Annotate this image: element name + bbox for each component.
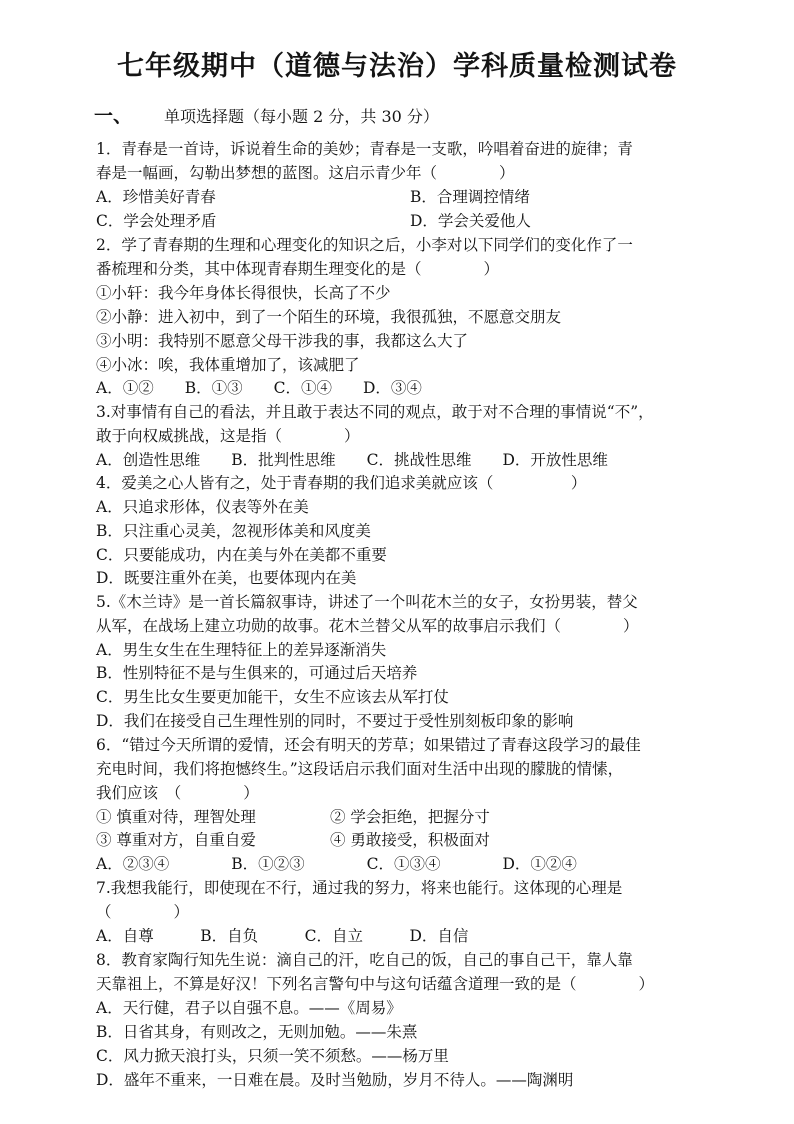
q2-statement-3: ③小明：我特别不愿意父母干涉我的事，我都这么大了 <box>96 332 469 350</box>
q4-option-a: A．只追求形体，仪表等外在美 <box>96 498 309 516</box>
section-heading <box>94 101 439 128</box>
q6-line-3: 我们应该 （ ） <box>96 784 259 802</box>
q4-option-c: C．只要能成功，内在美与外在美都不重要 <box>96 546 387 564</box>
q8-option-d: D．盛年不重来，一日难在晨。及时当勉励，岁月不待人。——陶渊明 <box>96 1071 574 1089</box>
q8-option-b: B．日省其身，有则改之，无则加勉。——朱熹 <box>96 1023 418 1041</box>
q4-option-b: B．只注重心灵美，忽视形体美和风度美 <box>96 522 371 540</box>
q6-statement-2: ② 学会拒绝，把握分寸 <box>330 808 490 826</box>
q3-options: A．创造性思维 B．批判性思维 C．挑战性思维 D．开放性思维 <box>96 451 608 469</box>
q5-line-2: 从军，在战场上建立功勋的故事。花木兰替父从军的故事启示我们（ ） <box>96 617 639 635</box>
section-text: 单项选择题（每小题 2 分，共 30 分） <box>164 107 439 126</box>
q8-option-c: C．风力掀天浪打头，只须一笑不须愁。——杨万里 <box>96 1047 449 1065</box>
q4-option-d: D．既要注重外在美，也要体现内在美 <box>96 569 357 587</box>
q1-line-1: 1．青春是一首诗，诉说着生命的美妙；青春是一支歌，吟唱着奋进的旋律；青 <box>96 140 633 158</box>
section-number: 一、 <box>94 105 133 127</box>
q6-line-2: 充电时间，我们将抱憾终生。”这段话启示我们面对生活中出现的朦胧的情愫， <box>96 760 624 778</box>
exam-title: 七年级期中（道德与法治）学科质量检测试卷 <box>117 51 677 82</box>
q2-statement-4: ④小冰：唉，我体重增加了，该减肥了 <box>96 356 360 374</box>
q7-line-1: 7.我想我能行，即使现在不行，通过我的努力，将来也能行。这体现的心理是 <box>96 879 623 897</box>
q1-line-2: 春是一幅画，勾勒出梦想的蓝图。这启示青少年（ ） <box>96 164 515 182</box>
q3-line-2: 敢于向权威挑战，这是指（ ） <box>96 427 360 445</box>
q1-option-a: A．珍惜美好青春 <box>96 188 216 206</box>
q1-option-c: C．学会处理矛盾 <box>96 212 217 230</box>
q3-line-1: 3.对事情有自己的看法，并且敢于表达不同的观点，敢于对不合理的事情说“不”， <box>96 403 654 421</box>
q5-line-1: 5.《木兰诗》是一首长篇叙事诗，讲述了一个叫花木兰的女子，女扮男装，替父 <box>96 593 638 611</box>
q8-line-2: 天靠祖上，不算是好汉！下列名言警句中与这句话蕴含道理一致的是（ ） <box>96 975 655 993</box>
q6-statement-4: ④ 勇敢接受，积极面对 <box>330 831 490 849</box>
q6-options: A．②③④ B．①②③ C．①③④ D．①②④ <box>96 855 577 873</box>
q5-option-a: A．男生女生在生理特征上的差异逐渐消失 <box>96 641 387 659</box>
q6-statement-3: ③ 尊重对方，自重自爱 <box>96 831 256 849</box>
q8-option-a: A．天行健，君子以自强不息。——《周易》 <box>96 999 402 1017</box>
q5-option-d: D．我们在接受自己生理性别的同时，不要过于受性别刻板印象的影响 <box>96 712 574 730</box>
q1-option-b: B．合理调控情绪 <box>410 188 530 206</box>
q5-option-c: C．男生比女生要更加能干，女生不应该去从军打仗 <box>96 688 449 706</box>
q8-line-1: 8．教育家陶行知先生说：滴自己的汗，吃自己的饭，自己的事自己干，靠人靠 <box>96 951 633 969</box>
q2-line-1: 2．学了青春期的生理和心理变化的知识之后，小李对以下同学们的变化作了一 <box>96 236 633 254</box>
q1-option-d: D．学会关爱他人 <box>410 212 531 230</box>
q2-statement-1: ①小轩：我今年身体长得很快，长高了不少 <box>96 284 391 302</box>
q6-line-1: 6．“错过今天所谓的爱情，还会有明天的芳草；如果错过了青春这段学习的最佳 <box>96 736 641 754</box>
q2-statement-2: ②小静：进入初中，到了一个陌生的环境，我很孤独，不愿意交朋友 <box>96 308 562 326</box>
q2-line-2: 番梳理和分类，其中体现青春期生理变化的是（ ） <box>96 260 500 278</box>
q4-line-1: 4．爱美之心人皆有之，处于青春期的我们追求美就应该（ ） <box>96 474 587 492</box>
q7-options: A．自尊 B．自负 C．自立 D．自信 <box>96 927 469 945</box>
q5-option-b: B．性别特征不是与生俱来的，可通过后天培养 <box>96 664 418 682</box>
q7-line-2: （ ） <box>96 903 190 921</box>
q2-options: A．①② B．①③ C．①④ D．③④ <box>96 379 422 397</box>
q6-statement-1: ① 慎重对待，理智处理 <box>96 808 256 826</box>
